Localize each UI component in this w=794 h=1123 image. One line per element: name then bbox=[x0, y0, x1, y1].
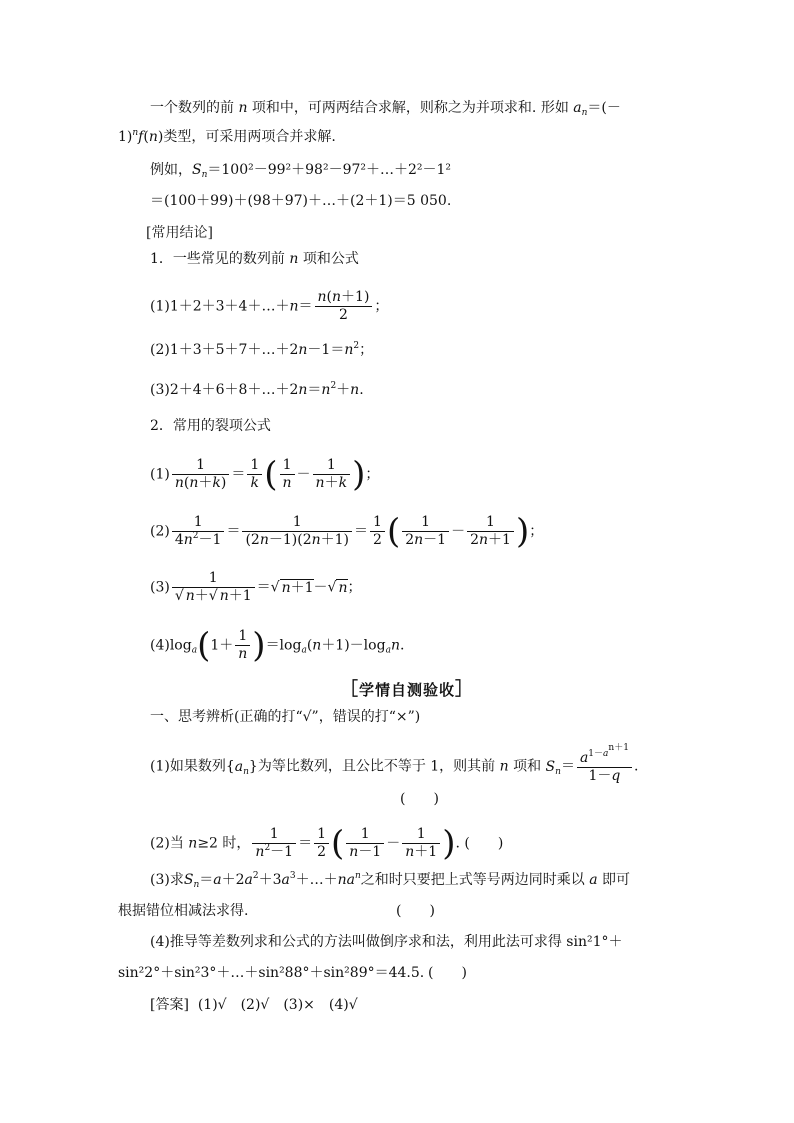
heading-sum-formulas: 1．一些常见的数列前 n 项和公式 bbox=[150, 251, 359, 267]
intro-example-result: ＝(100＋99)＋(98＋97)＋…＋(2＋1)＝5 050. bbox=[150, 193, 452, 209]
formula-2: $(2)1+3+5+7+\dots+2n-1=n^2$； bbox=[150, 341, 374, 358]
quiz-item-3: (3)求$S_n=a+2a^2+3a^3+\dots+na^n$之和时只要把上式等号两边同时乘以 a 即可 bbox=[150, 871, 631, 890]
section-title: ［学情自测验收］ bbox=[340, 679, 475, 700]
quiz-item-2-blank[interactable]: . ( ) bbox=[455, 835, 504, 852]
quiz-item-4: (4)推导等差数列求和公式的方法叫做倒序求和法，利用此法可求得 sin²1°＋ bbox=[150, 934, 623, 950]
heading-split-formulas: 2．常用的裂项公式 bbox=[150, 418, 271, 434]
formula-1: (1)1＋2＋3＋4＋…＋n＝ $\frac{n(n+1)}{2}$ ； bbox=[150, 289, 389, 323]
intro-line-1: 一个数列的前 n 项和中，可两两结合求解，则称之为并项求和. 形如 $a_n=(-$ bbox=[150, 100, 621, 118]
quiz-item-4-line2: sin²2°＋sin²3°＋…＋sin²88°＋sin²89°＝44.5. bbox=[118, 965, 425, 981]
quiz-heading: 一、思考辨析(正确的打“√”，错误的打“×”) bbox=[150, 709, 421, 725]
split-formula-2: (2) $\frac{1}{4n^2-1}$ ＝ $\frac{1}{(2n-1)(2n+1)}$ ＝ $\frac{1}{2}$ ( $\frac{1}{2n-1}$ － $\frac{1}{2n+1}$ )； bbox=[150, 511, 544, 552]
quiz-item-1-blank[interactable]: ( ) bbox=[400, 791, 439, 807]
common-conclusion-tag: [常用结论] bbox=[146, 225, 213, 241]
quiz-item-4-blank[interactable]: ( ) bbox=[428, 965, 467, 981]
answers: (1)√ (2)√ (3)× (4)√ bbox=[197, 997, 358, 1013]
quiz-item-2: (2)当 n≥2 时， $\frac{1}{n^2-1}$ ＝ $\frac{1}{2}$ ( $\frac{1}{n-1}$ － $\frac{1}{n+1}$ ). ( ) bbox=[150, 823, 504, 864]
intro-line-2: 1)$^n$f(n)类型，可采用两项合并求解. bbox=[118, 128, 336, 145]
split-formula-3: (3) $\frac{1}{√ n+√ n+1}$ ＝√ n＋1－√ n； bbox=[150, 570, 362, 604]
quiz-item-1: (1)如果数列$\{a_n\}$为等比数列，且公比不等于 1，则其前 n 项和 $S_n=$ $\frac{a^{1-a^{n+1}}}{1-q}$ . bbox=[150, 743, 639, 784]
quiz-item-3-blank[interactable]: ( ) bbox=[396, 903, 435, 919]
split-formula-4: $(4)\log_a(1+$ $\frac{1}{n}$ )$=\log_a(n+1)-\log_an$. bbox=[150, 625, 405, 666]
split-formula-1: (1) $\frac{1}{n(n+k)}$ ＝ $\frac{1}{k}$ ( $\frac{1}{n}$ － $\frac{1}{n+k}$ )； bbox=[150, 454, 380, 495]
answer-line bbox=[150, 995, 358, 1015]
formula-3: $(3)2+4+6+8+\dots+2n=n^2+n$. bbox=[150, 381, 364, 398]
intro-example: 例如，$S_n=100^2-99^2+98^2-97^2+\dots+2^2-1^2$ bbox=[150, 162, 452, 180]
quiz-item-3-line2: 根据错位相减法求得. bbox=[118, 903, 249, 919]
answer-tag: [答案] bbox=[150, 997, 189, 1013]
